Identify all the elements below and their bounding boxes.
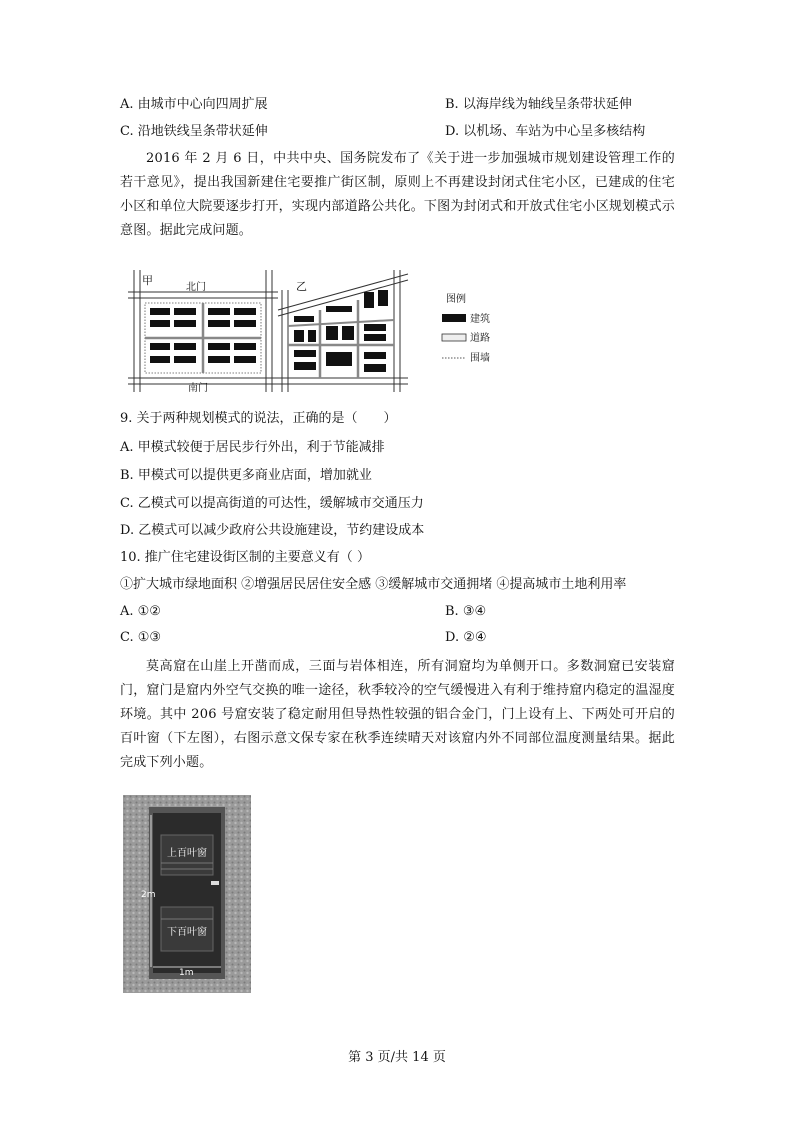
- lower-louver-label: 下百叶窗: [167, 927, 207, 938]
- q10-option-c: C. ①③: [120, 630, 162, 645]
- label-yi: 乙: [296, 280, 307, 293]
- page-number: 第 3 页/共 14 页: [348, 1050, 446, 1065]
- q10-option-b: B. ③④: [445, 604, 487, 619]
- figure-legend: [442, 292, 490, 364]
- q10-stem: 10. 推广住宅建设街区制的主要意义有（ ）: [120, 550, 370, 565]
- height-label: 2m: [141, 890, 156, 900]
- legend-building-swatch: [442, 314, 466, 322]
- q8-option-b: B. 以海岸线为轴线呈条带状延伸: [445, 97, 632, 112]
- door-handle: [211, 881, 219, 885]
- q9-stem: 9. 关于两种规划模式的说法，正确的是（ ）: [120, 411, 397, 426]
- q10-option-a: A. ①②: [120, 604, 161, 619]
- passage-street-block-system: 2016 年 2 月 6 日，中共中央、国务院发布了《关于进一步加强城市规划建设管理工作的若干意见》，提出我国新建住宅要推广街区制，原则上不再建设封闭式住宅小区，已建成的住宅小区和单位大院要逐步打开，实现内部道路公共化。下图为封闭式和开放式住宅小区规划模式示意图。据此完成问题。: [120, 151, 675, 238]
- q8-option-d: D. 以机场、车站为中心呈多核结构: [445, 124, 646, 139]
- q10-option-d: D. ②④: [445, 630, 487, 645]
- q9-option-a: A. 甲模式较便于居民步行外出，利于节能减排: [120, 440, 385, 455]
- legend-road: 道路: [470, 333, 490, 344]
- q8-option-a: A. 由城市中心向四周扩展: [120, 97, 268, 112]
- q10-items: ①扩大城市绿地面积 ②增强居民居住安全感 ③缓解城市交通拥堵 ④提高城市土地利用率: [120, 577, 627, 592]
- label-north-gate: 北门: [186, 282, 206, 293]
- q9-option-b: B. 甲模式可以提供更多商业店面，增加就业: [120, 468, 372, 483]
- legend-title: 图例: [446, 294, 466, 305]
- q9-option-c: C. 乙模式可以提高街道的可达性，缓解城市交通压力: [120, 496, 424, 511]
- width-label: 1m: [179, 968, 194, 978]
- q9-option-d: D. 乙模式可以减少政府公共设施建设，节约建设成本: [120, 523, 425, 538]
- q8-option-c: C. 沿地铁线呈条带状延伸: [120, 124, 268, 139]
- label-south-gate: 南门: [188, 383, 208, 394]
- legend-wall: 围墙: [470, 353, 490, 364]
- label-jia: 甲: [142, 274, 153, 287]
- upper-louver-label: 上百叶窗: [167, 848, 207, 859]
- legend-road-swatch: [442, 334, 466, 341]
- passage-mogao-caves: 莫高窟在山崖上开凿而成，三面与岩体相连，所有洞窟均为单侧开口。多数洞窟已安装窟门，窟门是窟内外空气交换的唯一途径，秋季较冷的空气缓慢进入有利于维持窟内稳定的温湿度环境。其中 206 号窟安装了稳定耐用但导热性较强的铝合金门，门上设有上、下两处可开启的百叶窗（下左图），右图示意文保专家在秋季连续晴天对该窟内外不同部位温度测量结果。据此完成下列小题。: [120, 659, 675, 770]
- planning-mode-figure: [128, 270, 508, 395]
- legend-building: 建筑: [470, 314, 490, 325]
- cave-door-photo: [123, 795, 251, 993]
